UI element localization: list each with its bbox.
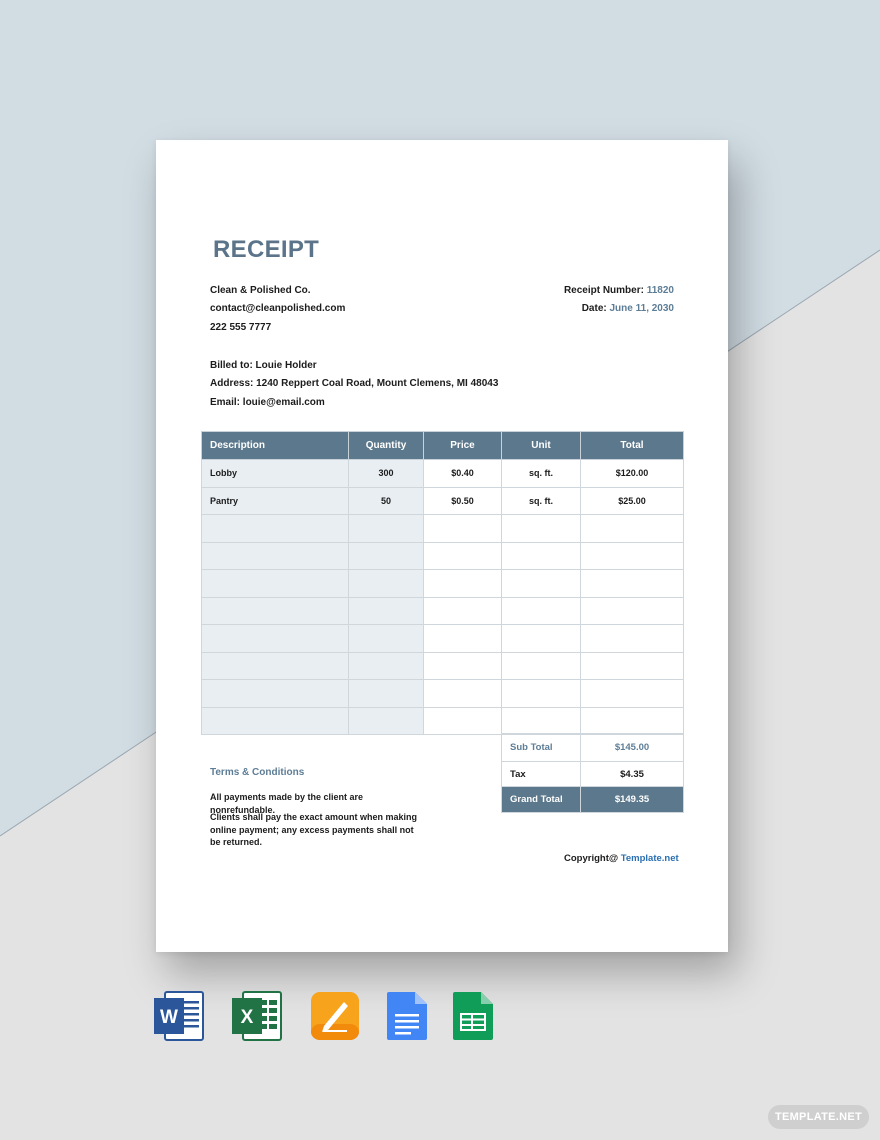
cell-price: [424, 652, 502, 680]
cell-description: [202, 515, 349, 543]
cell-description: Pantry: [202, 487, 349, 515]
table-row: [202, 707, 684, 735]
cell-quantity: 50: [349, 487, 424, 515]
grand-total-row: [502, 787, 684, 813]
cell-total: $25.00: [581, 487, 684, 515]
table-row: [202, 515, 684, 543]
cell-total: [581, 570, 684, 598]
cell-quantity: [349, 570, 424, 598]
receipt-date-label: Date:: [581, 303, 607, 314]
terms-heading: Terms & Conditions: [210, 767, 305, 778]
cell-total: [581, 680, 684, 708]
cell-price: [424, 597, 502, 625]
receipt-date-value: June 11, 2030: [609, 303, 674, 314]
receipt-number-value: 11820: [646, 285, 674, 296]
tax-row: [502, 762, 684, 787]
cell-unit: [502, 570, 581, 598]
cell-unit: [502, 515, 581, 543]
receipt-title: RECEIPT: [213, 236, 320, 263]
receipt-date: [582, 303, 674, 315]
cell-unit: [502, 680, 581, 708]
copyright-prefix: Copyright@: [564, 853, 621, 864]
cell-total: [581, 652, 684, 680]
cell-unit: [502, 652, 581, 680]
cell-unit: [502, 625, 581, 653]
cell-total: [581, 515, 684, 543]
cell-description: [202, 652, 349, 680]
cell-price: [424, 570, 502, 598]
table-row: [202, 460, 684, 488]
subtotal-value: $145.00: [581, 734, 684, 762]
cell-price: $0.40: [424, 460, 502, 488]
billing-address: Address: 1240 Reppert Coal Road, Mount Clemens, MI 48043: [210, 378, 499, 389]
company-email: contact@cleanpolished.com: [210, 303, 346, 314]
template-net-watermark: TEMPLATE.NET: [768, 1105, 869, 1129]
cell-total: [581, 625, 684, 653]
excel-icon[interactable]: [231, 990, 283, 1042]
cell-total: $120.00: [581, 460, 684, 488]
cell-description: [202, 597, 349, 625]
billed-to: Billed to: Louie Holder: [210, 360, 317, 371]
cell-unit: sq. ft.: [502, 460, 581, 488]
header-price: Price: [424, 432, 502, 460]
tax-value: $4.35: [581, 762, 684, 787]
cell-unit: [502, 542, 581, 570]
totals-table: [501, 733, 684, 813]
grand-total-label: Grand Total: [502, 787, 581, 813]
cell-price: [424, 707, 502, 735]
cell-price: [424, 625, 502, 653]
terms-item: All payments made by the client are nonrefundable.: [210, 792, 364, 815]
word-icon[interactable]: [153, 990, 205, 1042]
svg-text:X: X: [240, 1007, 254, 1028]
table-row: [202, 597, 684, 625]
table-row: [202, 680, 684, 708]
cell-quantity: 300: [349, 460, 424, 488]
tax-label: Tax: [502, 762, 581, 787]
cell-description: [202, 625, 349, 653]
receipt-number: [564, 285, 674, 297]
items-table: [201, 431, 684, 735]
header-quantity: Quantity: [349, 432, 424, 460]
cell-description: [202, 680, 349, 708]
cell-description: [202, 570, 349, 598]
google-docs-icon[interactable]: [383, 990, 435, 1042]
cell-total: [581, 597, 684, 625]
pages-icon[interactable]: [309, 990, 361, 1042]
table-row: [202, 652, 684, 680]
cell-total: [581, 707, 684, 735]
cell-total: [581, 542, 684, 570]
cell-price: [424, 680, 502, 708]
copyright-line: [564, 853, 679, 864]
items-header-row: [202, 432, 684, 460]
cell-unit: [502, 597, 581, 625]
table-row: [202, 570, 684, 598]
receipt-number-label: Receipt Number:: [563, 285, 644, 296]
cell-unit: sq. ft.: [502, 487, 581, 515]
cell-price: $0.50: [424, 487, 502, 515]
company-name: Clean & Polished Co.: [210, 285, 311, 296]
header-total: Total: [581, 432, 684, 460]
company-phone: 222 555 7777: [210, 322, 272, 333]
cell-quantity: [349, 515, 424, 543]
billing-email: Email: louie@email.com: [210, 397, 325, 408]
table-row: [202, 487, 684, 515]
receipt-document: [156, 140, 728, 952]
cell-price: [424, 542, 502, 570]
copyright-link[interactable]: Template.net: [620, 853, 679, 864]
svg-text:W: W: [160, 1007, 178, 1028]
terms-item: Clients shall pay the exact amount when making online payment; any excess payments shall not be returned.: [210, 812, 418, 847]
subtotal-row: [502, 734, 684, 762]
cell-price: [424, 515, 502, 543]
cell-description: [202, 542, 349, 570]
cell-quantity: [349, 652, 424, 680]
cell-quantity: [349, 597, 424, 625]
table-row: [202, 542, 684, 570]
google-sheets-icon[interactable]: [449, 990, 501, 1042]
cell-description: [202, 707, 349, 735]
cell-quantity: [349, 542, 424, 570]
grand-total-value: $149.35: [581, 787, 684, 813]
cell-quantity: [349, 680, 424, 708]
subtotal-label: Sub Total: [502, 734, 581, 762]
table-row: [202, 625, 684, 653]
cell-unit: [502, 707, 581, 735]
cell-quantity: [349, 707, 424, 735]
cell-quantity: [349, 625, 424, 653]
header-description: Description: [202, 432, 349, 460]
cell-description: Lobby: [202, 460, 349, 488]
header-unit: Unit: [502, 432, 581, 460]
